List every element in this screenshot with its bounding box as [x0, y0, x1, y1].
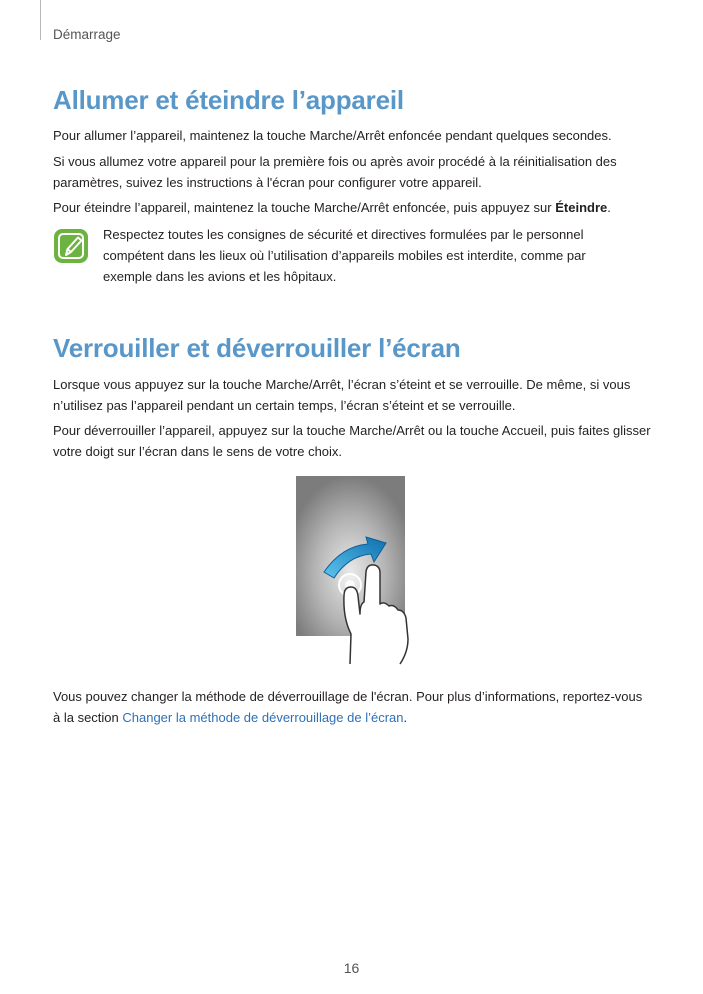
- unlock-swipe-illustration: [296, 474, 436, 674]
- lock-paragraph: Lorsque vous appuyez sur la touche Marche/Arrêt, l’écran s’éteint et se verrouille. De même, si vous n’utilisez pas l’appareil pendant un certain temps, l’écran s’éteint et se verrouille.: [53, 377, 631, 413]
- section-title-lock: Verrouiller et déverrouiller l’écran: [53, 333, 461, 363]
- unlock-method-link[interactable]: Changer la méthode de déverrouillage de l’écran: [122, 710, 404, 725]
- section-title-power: Allumer et éteindre l’appareil: [53, 85, 404, 115]
- chapter-divider: [40, 0, 41, 40]
- unlock-method-paragraph: Vous pouvez changer la méthode de déverrouillage de l'écran. Pour plus d’informations, reportez-vous à la section Changer la méthode de déverrouillage de l’écran.: [53, 689, 643, 725]
- page-number: 16: [343, 960, 360, 976]
- safety-note-text: Respectez toutes les consignes de sécurité et directives formulées par le personnel compétent dans les lieux où l’utilisation d’appareils mobiles est interdite, comme par exemple dans les avions et les hôpitaux.: [103, 227, 586, 284]
- power-on-paragraph: Pour allumer l’appareil, maintenez la touche Marche/Arrêt enfoncée pendant quelques secondes.: [53, 128, 612, 143]
- power-off-paragraph: Pour éteindre l’appareil, maintenez la touche Marche/Arrêt enfoncée, puis appuyez sur Éteindre.: [53, 200, 611, 215]
- chapter-label: Démarrage: [53, 27, 121, 42]
- first-start-paragraph: Si vous allumez votre appareil pour la première fois ou après avoir procédé à la réinitialisation des paramètres, suivez les instructions à l'écran pour configurer votre appareil.: [53, 154, 617, 190]
- note-pencil-icon: [53, 228, 89, 264]
- power-off-option: Éteindre: [555, 200, 608, 215]
- unlock-paragraph: Pour déverrouiller l’appareil, appuyez sur la touche Marche/Arrêt ou la touche Accueil, puis faites glisser votre doigt sur l’écran dans le sens de votre choix.: [53, 423, 651, 459]
